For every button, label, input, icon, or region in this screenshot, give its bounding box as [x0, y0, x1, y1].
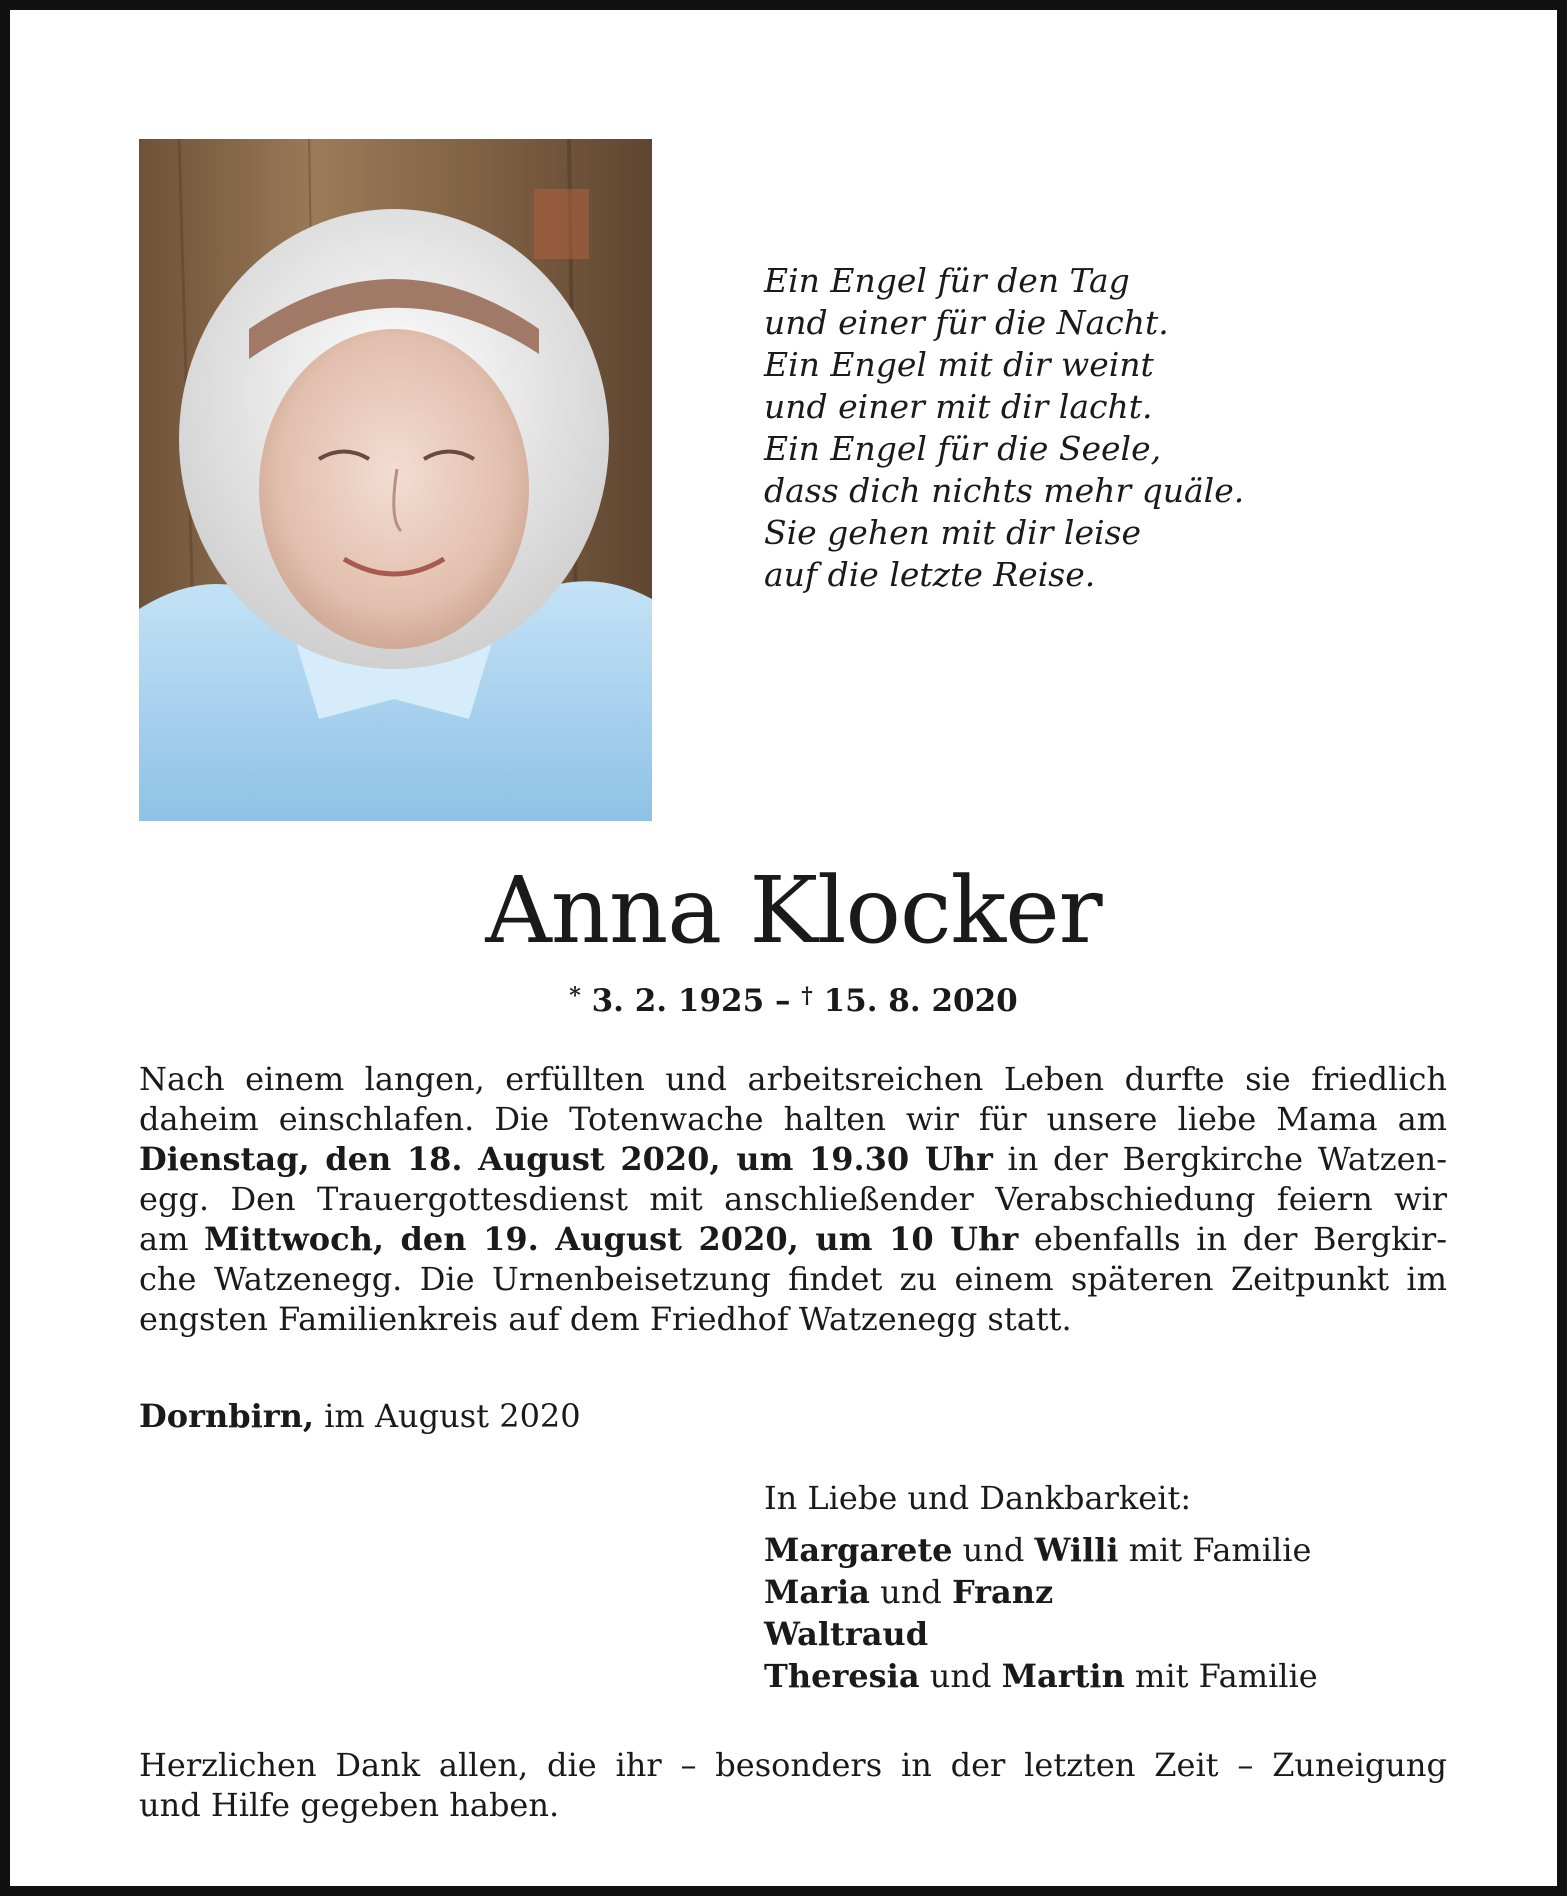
- text-fragment: in der Bergkirche Watzen-: [992, 1140, 1448, 1178]
- family-suffix: mit Familie: [1118, 1531, 1312, 1569]
- portrait-photo: [139, 139, 652, 821]
- family-member: Martin: [1001, 1657, 1125, 1695]
- family-member: Margarete: [764, 1531, 953, 1569]
- announcement-text: [139, 1059, 1447, 1339]
- place-date: [139, 1396, 581, 1436]
- text-line: und Hilfe gegeben haben.: [139, 1786, 560, 1824]
- wake-date: Dienstag, den 18. August 2020, um 19.30 Uhr: [139, 1140, 993, 1178]
- poem-line: Ein Engel mit dir weint: [764, 345, 1154, 384]
- poem-line: Ein Engel für die Seele,: [764, 429, 1162, 468]
- text-line: egg. Den Trauergottesdienst mit anschließender Verabschiedung feiern wir: [139, 1180, 1447, 1218]
- death-symbol: †: [801, 983, 813, 1009]
- family-member: Waltraud: [764, 1615, 929, 1653]
- family-connector: und: [869, 1573, 952, 1611]
- text-line: [139, 1139, 1447, 1179]
- birth-date: 3. 2. 1925: [591, 983, 765, 1019]
- text-fragment: ebenfalls in der Bergkir-: [1018, 1220, 1448, 1258]
- family-member: Theresia: [764, 1657, 920, 1695]
- place-city: Dornbirn,: [139, 1397, 315, 1435]
- text-line: Nach einem langen, erfüllten und arbeitsreichen Leben durfte sie friedlich: [139, 1060, 1447, 1098]
- death-date: 15. 8. 2020: [823, 983, 1018, 1019]
- family-member: Franz: [951, 1573, 1054, 1611]
- family-suffix: mit Familie: [1124, 1657, 1318, 1695]
- poem-line: und einer mit dir lacht.: [764, 387, 1153, 426]
- text-line: che Watzenegg. Die Urnenbeisetzung findet zu einem späteren Zeitpunkt im: [139, 1260, 1447, 1298]
- birth-symbol: *: [569, 983, 581, 1009]
- poem-line: Ein Engel für den Tag: [764, 261, 1130, 300]
- family-row: [764, 1655, 1318, 1697]
- place-month: im August 2020: [314, 1397, 581, 1435]
- text-line: daheim einschlafen. Die Totenwache halten wir für unsere liebe Mama am: [139, 1100, 1447, 1138]
- poem: [764, 260, 1244, 596]
- family-member: Maria: [764, 1573, 870, 1611]
- thanks-text: [139, 1745, 1447, 1825]
- life-dates: [10, 976, 1567, 1021]
- poem-line: auf die letzte Reise.: [764, 555, 1096, 594]
- family-intro: In Liebe und Dankbarkeit:: [764, 1479, 1192, 1517]
- family-member: Willi: [1034, 1531, 1119, 1569]
- text-line: Herzlichen Dank allen, die ihr – besonders in der letzten Zeit – Zuneigung: [139, 1746, 1447, 1784]
- funeral-date: Mittwoch, den 19. August 2020, um 10 Uhr: [204, 1220, 1019, 1258]
- date-separator: –: [774, 983, 791, 1019]
- portrait-image: [139, 139, 652, 821]
- poem-line: dass dich nichts mehr quäle.: [764, 471, 1245, 510]
- family-connector: und: [952, 1531, 1035, 1569]
- poem-line: Sie gehen mit dir leise: [764, 513, 1142, 552]
- family-connector: und: [919, 1657, 1002, 1695]
- text-line: engsten Familienkreis auf dem Friedhof Watzenegg statt.: [139, 1300, 1072, 1338]
- family-row: [764, 1529, 1318, 1571]
- family-row: [764, 1613, 1318, 1655]
- family-signature: [764, 1477, 1318, 1697]
- family-row: [764, 1571, 1318, 1613]
- text-fragment: am: [139, 1220, 205, 1258]
- poem-line: und einer für die Nacht.: [764, 303, 1169, 342]
- text-line: [139, 1219, 1447, 1259]
- deceased-name: Anna Klocker: [485, 857, 1102, 964]
